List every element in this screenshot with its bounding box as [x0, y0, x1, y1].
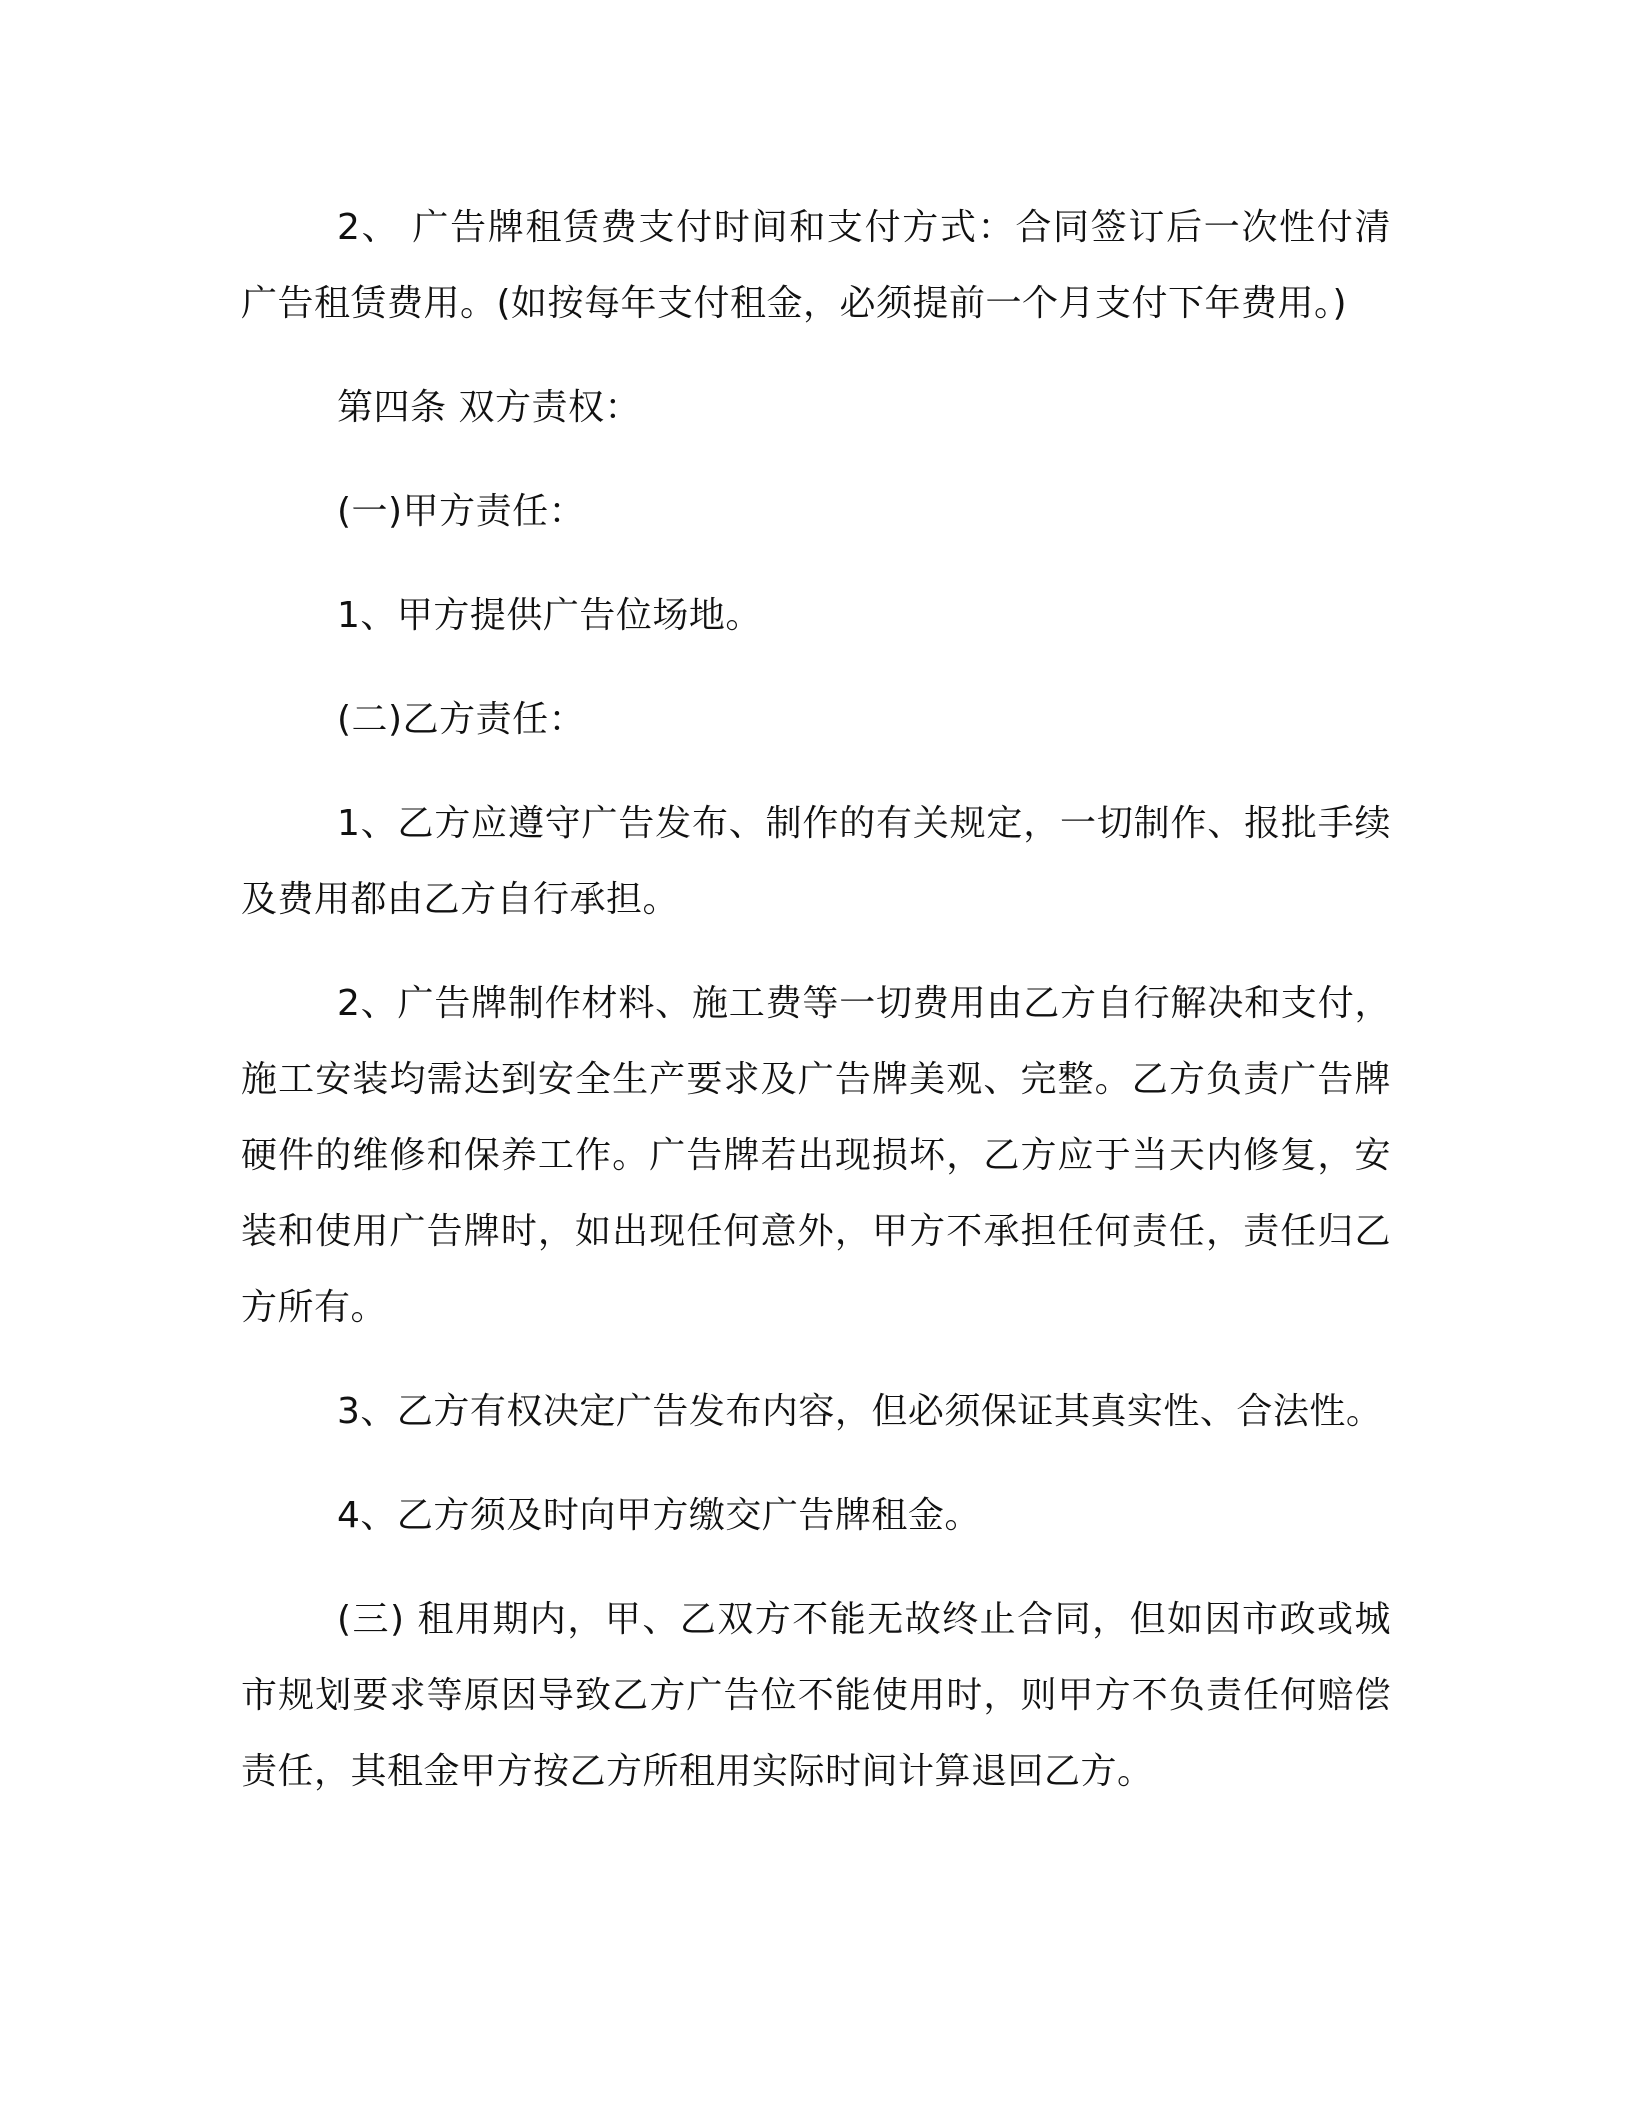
- paragraph-party-b-item-1: 1、乙方应遵守广告发布、制作的有关规定，一切制作、报批手续及费用都由乙方自行承担。: [241, 803, 1391, 920]
- paragraph-party-b-item-2: 2、广告牌制作材料、施工费等一切费用由乙方自行解决和支付，施工安装均需达到安全生产要求及广告牌美观、完整。乙方负责广告牌硬件的维修和保养工作。广告牌若出现损坏，乙方应于当天内修复，安装和使用广告牌时，如出现任何意外，甲方不承担任何责任，责任归乙方所有。: [241, 983, 1391, 1328]
- paragraph-party-b-heading: (二)乙方责任：: [337, 699, 586, 740]
- paragraph-section-three: (三) 租用期内，甲、乙双方不能无故终止合同，但如因市政或城市规划要求等原因导致乙方广告位不能使用时，则甲方不负责任何赔偿责任，其租金甲方按乙方所租用实际时间计算退回乙方。: [241, 1599, 1391, 1792]
- paragraph-article-four-heading: 第四条 双方责权：: [337, 387, 641, 428]
- paragraph-party-a-item-1: 1、甲方提供广告位场地。: [337, 595, 762, 636]
- paragraph-party-a-heading: (一)甲方责任：: [337, 491, 586, 532]
- paragraph-party-b-item-3: 3、乙方有权决定广告发布内容，但必须保证其真实性、合法性。: [337, 1391, 1383, 1432]
- paragraph-party-b-item-4: 4、乙方须及时向甲方缴交广告牌租金。: [337, 1495, 981, 1536]
- document-body: [241, 190, 1391, 1810]
- paragraph-payment-terms: 2、 广告牌租赁费支付时间和支付方式：合同签订后一次性付清广告租赁费用。(如按每年支付租金，必须提前一个月支付下年费用。): [241, 207, 1391, 324]
